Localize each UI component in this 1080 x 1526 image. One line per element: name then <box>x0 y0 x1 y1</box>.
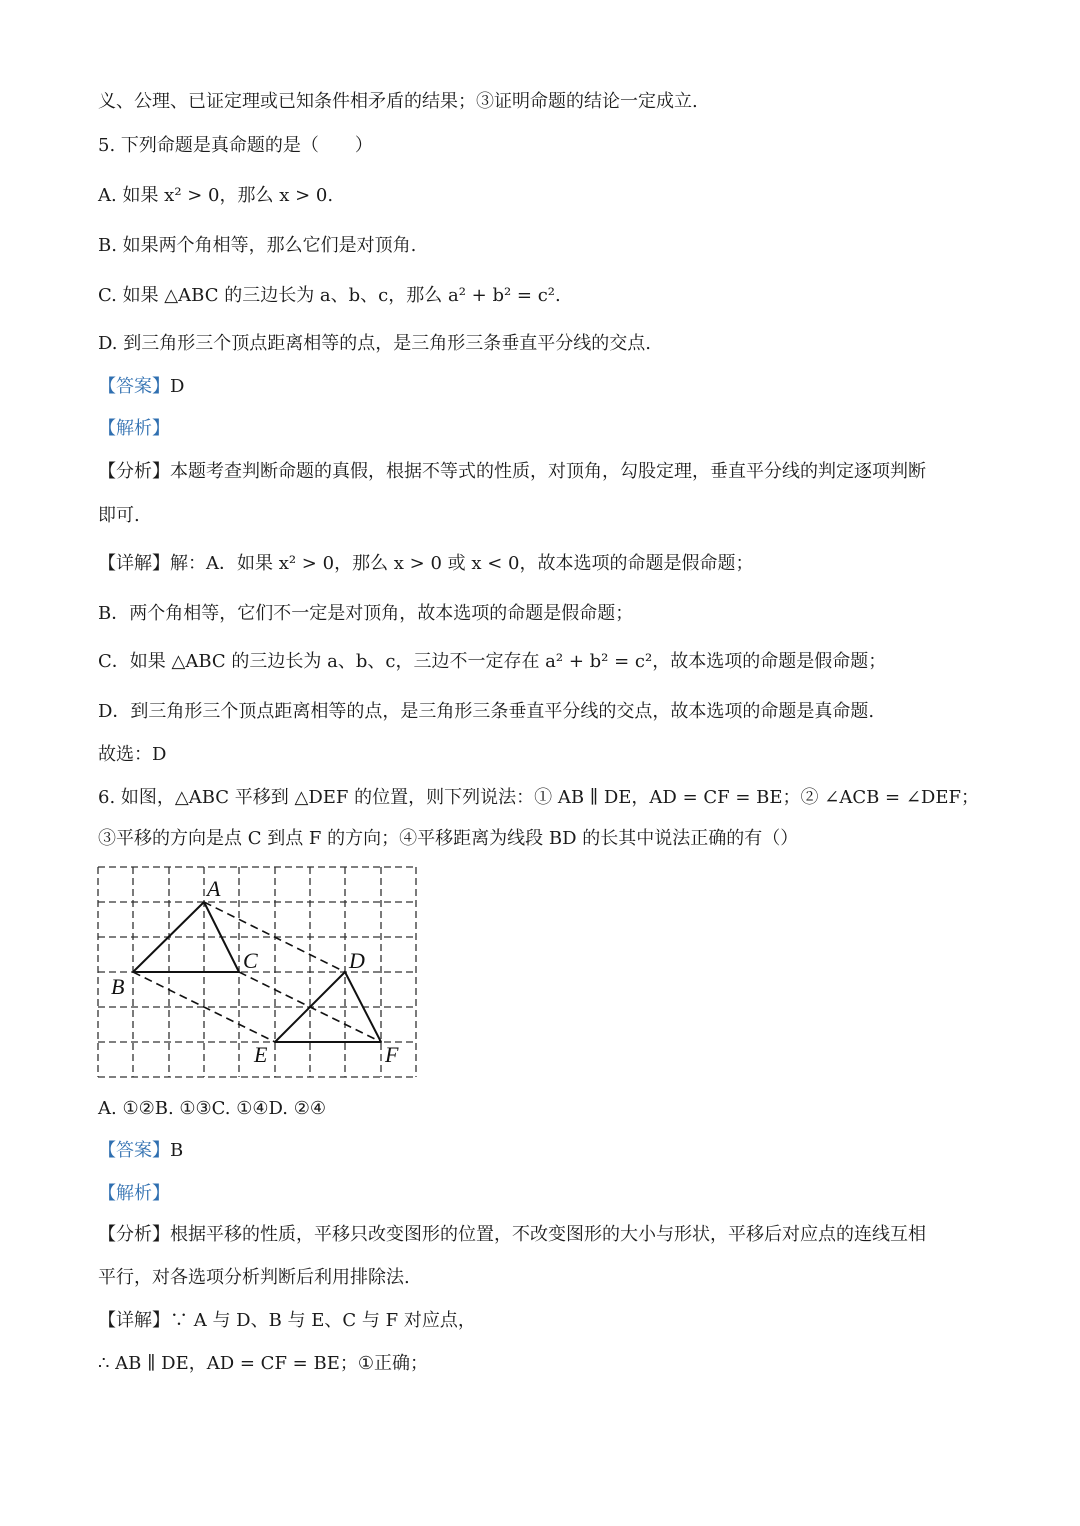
choice-result: 故选：D <box>98 744 167 765</box>
detail-c: C．如果 △ABC 的三边长为 a、b、c，三边不一定存在 a² + b² = c²，故本选项的命题是假命题； <box>98 651 887 672</box>
label-e: E <box>254 1042 268 1067</box>
analysis-tag-6: 【解析】 <box>98 1183 170 1204</box>
answer-line <box>98 374 1000 400</box>
analysis-text-cont: 即可. <box>98 505 140 526</box>
detail-a: 【详解】解：A．如果 x² > 0，那么 x > 0 或 x < 0，故本选项的命题是假命题； <box>98 553 754 574</box>
label-f: F <box>385 1042 399 1067</box>
analysis-tag: 【解析】 <box>98 418 170 439</box>
option-c: C. 如果 △ABC 的三边长为 a、b、c，那么 a² + b² = c². <box>98 285 561 306</box>
question-6-stem-cont: ③平移的方向是点 C 到点 F 的方向；④平移距离为线段 BD 的长其中说法正确的有（） <box>98 828 799 849</box>
detail-6-line2: ∴ AB ∥ DE，AD = CF = BE；①正确； <box>98 1353 428 1374</box>
question-6-stem: 6. 如图，△ABC 平移到 △DEF 的位置，则下列说法：① AB ∥ DE，AD = CF = BE；② ∠ACB = ∠DEF； <box>98 787 979 808</box>
analysis-text: 【分析】本题考查判断命题的真假，根据不等式的性质，对顶角，勾股定理，垂直平分线的判定逐项判断 <box>98 461 926 482</box>
option-a: A. 如果 x² > 0，那么 x > 0. <box>98 185 334 206</box>
answer-value: B <box>170 1140 184 1161</box>
answer-tag: 【答案】 <box>98 376 170 397</box>
label-c: C <box>243 948 258 973</box>
option-b: B. 如果两个角相等，那么它们是对顶角. <box>98 235 417 256</box>
label-b: B <box>111 974 125 999</box>
detail-6-line1: 【详解】∵ A 与 D、B 与 E、C 与 F 对应点， <box>98 1310 476 1331</box>
answer-line-6 <box>98 1138 1000 1164</box>
analysis-text-6: 【分析】根据平移的性质，平移只改变图形的位置，不改变图形的大小与形状，平移后对应点的连线互相 <box>98 1224 926 1245</box>
question-5-stem: 5. 下列命题是真命题的是（ ） <box>98 135 373 156</box>
text-line: 义、公理、已证定理或已知条件相矛盾的结果；③证明命题的结论一定成立. <box>98 91 698 112</box>
detail-b: B．两个角相等，它们不一定是对顶角，故本选项的命题是假命题； <box>98 603 634 624</box>
detail-d: D．到三角形三个顶点距离相等的点，是三角形三条垂直平分线的交点，故本选项的命题是真命题. <box>98 701 875 722</box>
option-d: D. 到三角形三个顶点距离相等的点，是三角形三条垂直平分线的交点. <box>98 333 651 354</box>
label-a: A <box>207 876 221 901</box>
translation-figure <box>97 866 419 1080</box>
answer-value: D <box>170 376 185 397</box>
answer-tag: 【答案】 <box>98 1140 170 1161</box>
label-d: D <box>349 948 365 973</box>
analysis-text-6-cont: 平行，对各选项分析判断后利用排除法. <box>98 1267 410 1288</box>
question-6-options: A. ①②B. ①③C. ①④D. ②④ <box>98 1098 327 1119</box>
